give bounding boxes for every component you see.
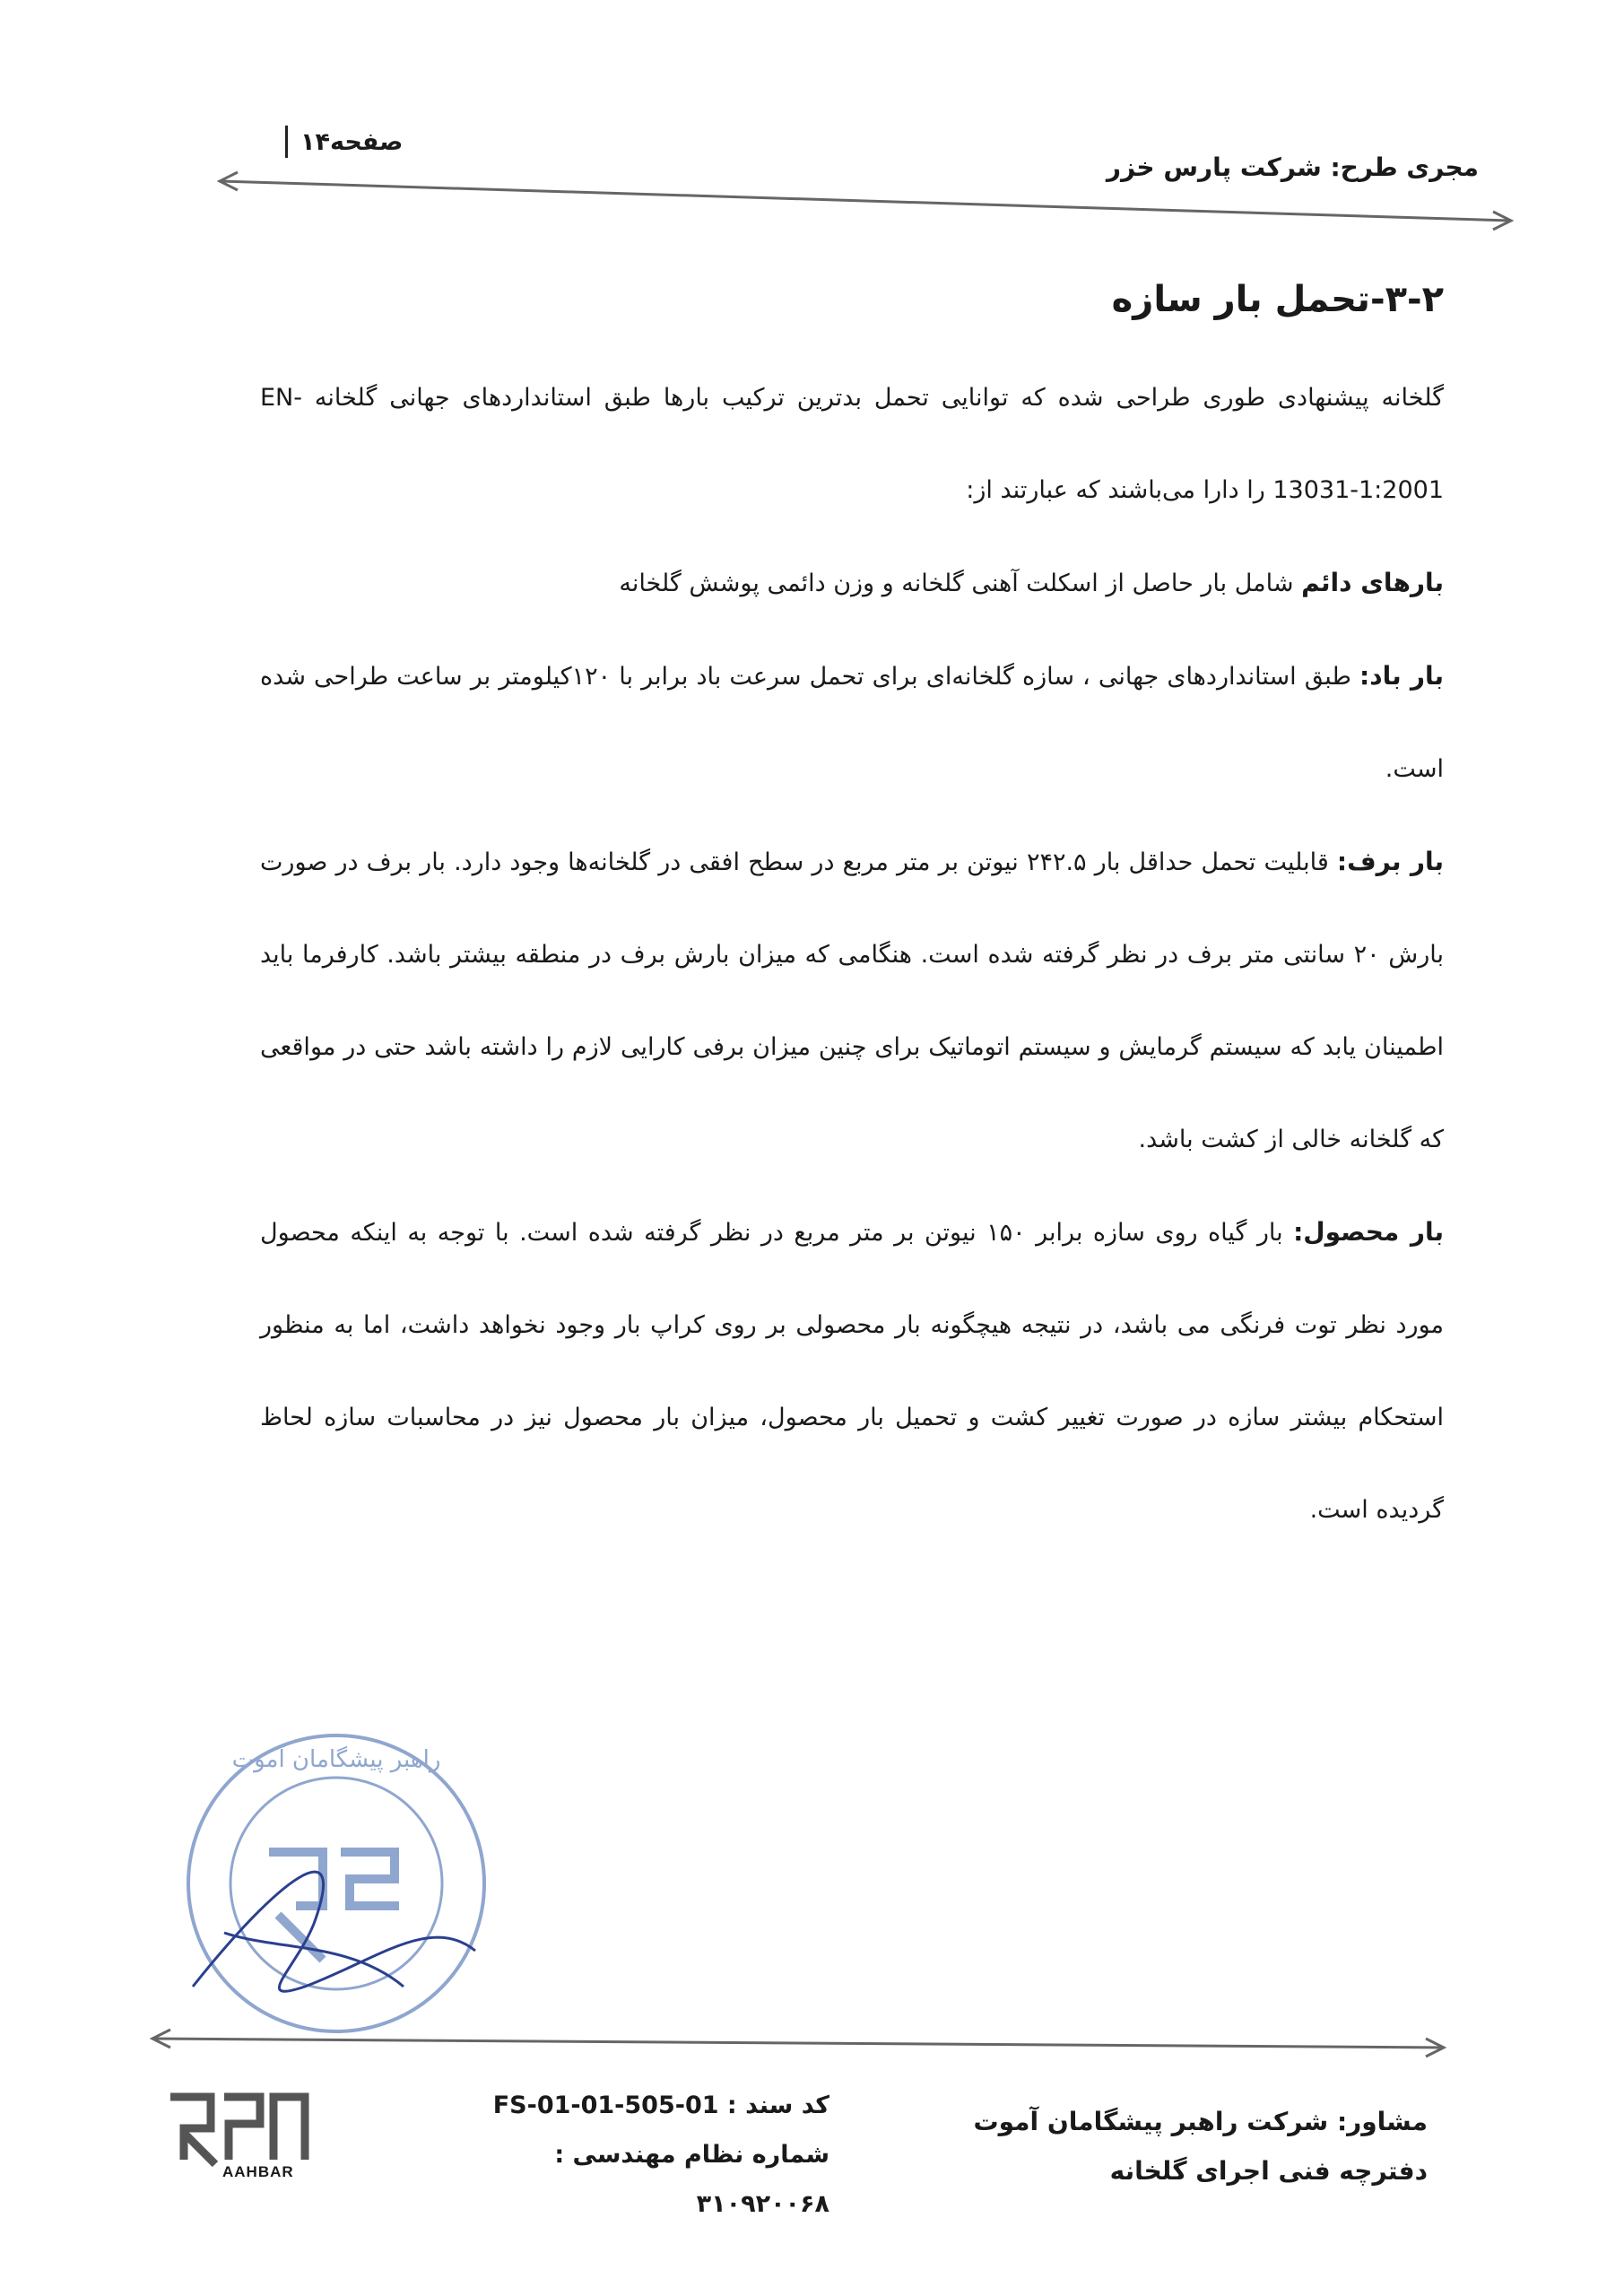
engineering-number-line xyxy=(435,2130,829,2229)
consultant-label: مشاور: xyxy=(1336,2107,1428,2136)
document-code-block xyxy=(435,2081,829,2229)
engineering-number-value: ۳۱۰۹۲۰۰۶۸ xyxy=(696,2190,829,2218)
consultant-line xyxy=(973,2097,1428,2146)
stamp-text: راهبر پیشگامان آموت xyxy=(231,1746,441,1773)
load-item-dead xyxy=(260,536,1444,630)
load-text: شامل بار حاصل از اسکلت آهنی گلخانه و وزن دائمی پوشش گلخانه xyxy=(619,570,1302,597)
doc-code-value: FS-01-01-505-01 xyxy=(492,2092,719,2119)
load-term: بار محصول: xyxy=(1293,1217,1444,1247)
load-text: قابلیت تحمل حداقل بار ۲۴۲.۵ نیوتن بر متر مربع در سطح افقی در گلخانه‌ها وجود دارد. بار برف در صورت بارش ۲۰ سانتی متر برف در نظر گرفته شده است. هنگامی که میزان بارش برف در منطقه بیشتر باشد. کارفرما باید اطمینان یابد که سیستم گرمایش و سیستم اتوماتیک برای چنین میزان برفی کارایی لازم را داشته باشد حتی در مواقعی که گلخانه خالی از کشت باشد. xyxy=(260,848,1444,1153)
page-number-label: صفحه۱۴ xyxy=(300,127,404,156)
page-number xyxy=(285,126,403,158)
load-text: طبق استانداردهای جهانی ، سازه گلخانه‌ای برای تحمل سرعت باد برابر با ۱۲۰کیلومتر بر ساعت طراحی شده است. xyxy=(260,663,1444,783)
load-term: بارهای دائم xyxy=(1301,568,1444,597)
page-number-divider xyxy=(285,126,288,158)
load-item-wind xyxy=(260,630,1444,815)
office-name: دفترچه فنی اجرای گلخانه xyxy=(1109,2156,1428,2186)
load-item-snow xyxy=(260,815,1444,1186)
intro-paragraph xyxy=(260,352,1444,536)
standard-code: EN-13031-1:2001 xyxy=(260,384,1444,504)
company-stamp-icon xyxy=(170,1718,502,2049)
footer-double-arrow-rule xyxy=(143,2022,1453,2067)
load-text: بار گیاه روی سازه برابر ۱۵۰ نیوتن بر متر مربع در نظر گرفته شده است. با توجه به اینکه محصول مورد نظر توت فرنگی می باشد، در نتیجه هیچگونه بار محصولی بر روی کراپ بار وجود نخواهد داشت، اما به منظور استحکام بیشتر سازه در صورت تغییر کشت و تحمیل بار محصول، میزان بار محصول نیز در محاسبات سازه لحاظ گردیده است. xyxy=(260,1219,1444,1524)
executor-label: مجری طرح: xyxy=(1330,152,1479,182)
load-term: بار باد: xyxy=(1359,661,1444,691)
intro-text-end: را دارا می‌باشند که عبارتند از: xyxy=(966,476,1265,504)
doc-code-label: کد سند : xyxy=(726,2092,829,2119)
load-term: بار برف: xyxy=(1336,847,1444,876)
load-item-crop xyxy=(260,1186,1444,1556)
intro-text: گلخانه پیشنهادی طوری طراحی شده که توانایی تحمل بدترین ترکیب بارها طبق استانداردهای جهانی گلخانه xyxy=(314,384,1444,412)
logo-text: AAHBAR xyxy=(222,2163,294,2180)
doc-code-line xyxy=(435,2081,829,2130)
consultant-block xyxy=(973,2097,1428,2196)
header-double-arrow-rule xyxy=(211,170,1520,233)
rahbar-logo-icon xyxy=(161,2079,314,2169)
executor-name: شرکت پارس خزر xyxy=(1106,152,1322,182)
engineering-number-label: شماره نظام مهندسی : xyxy=(554,2141,829,2169)
section-body xyxy=(260,260,1444,1556)
section-title: ۳-۲-تحمل بار سازه xyxy=(1111,279,1444,320)
consultant-name: شرکت راهبر پیشگامان آموت xyxy=(973,2107,1329,2136)
